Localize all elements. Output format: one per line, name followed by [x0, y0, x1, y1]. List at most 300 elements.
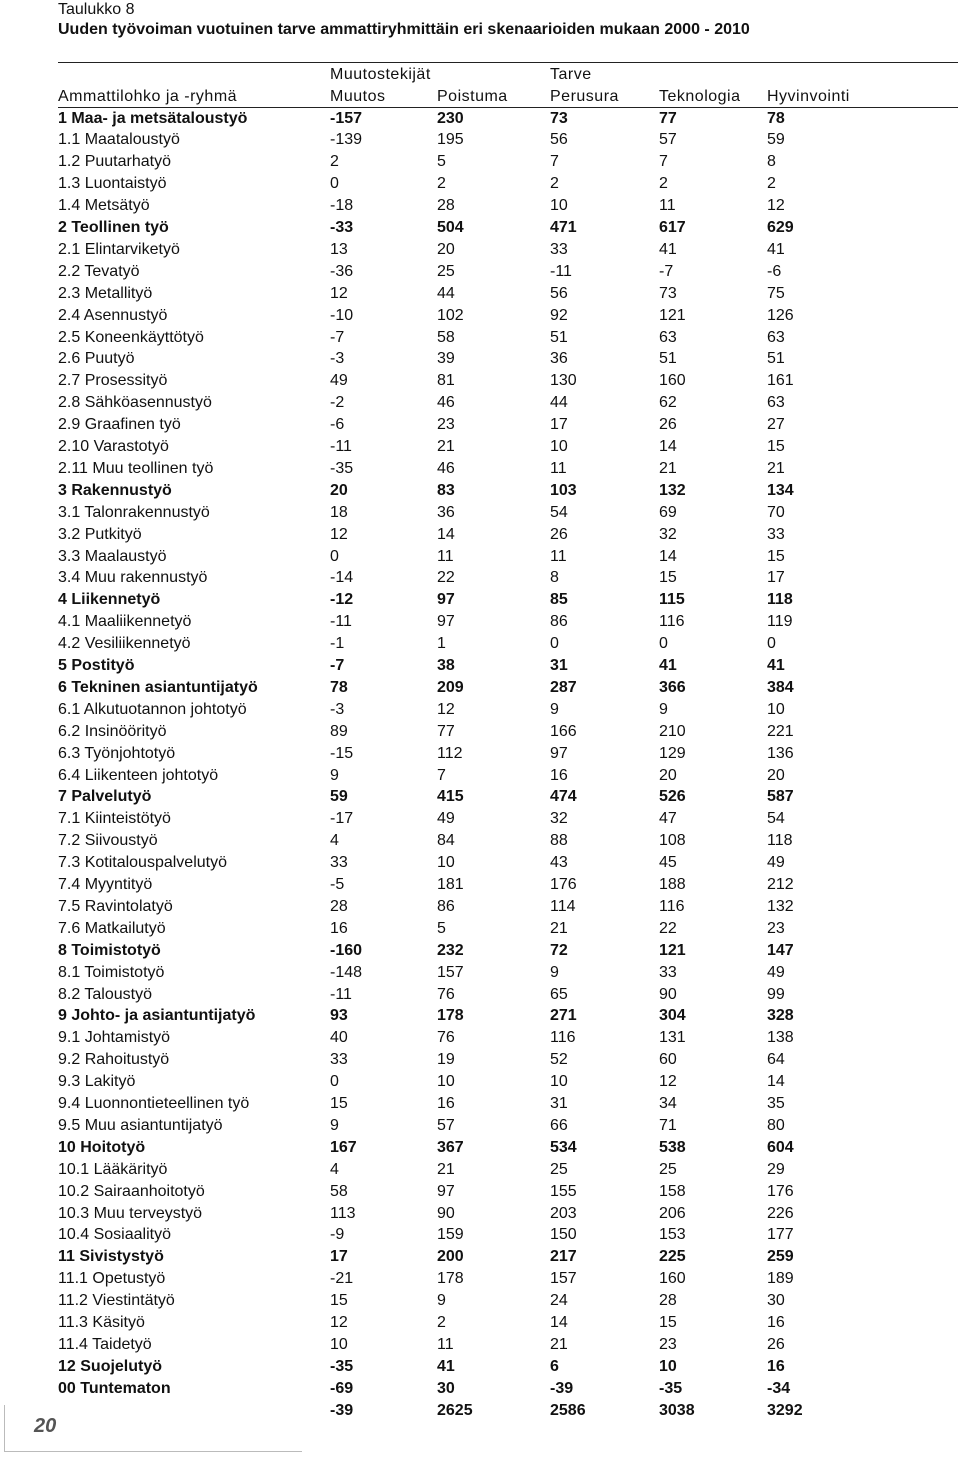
row-value: 271 — [550, 1007, 577, 1025]
row-value: 28 — [437, 197, 455, 215]
row-value: 166 — [550, 722, 577, 740]
row-label: 10.2 Sairaanhoitotyö — [58, 1182, 205, 1200]
table-row — [0, 1115, 960, 1137]
table-row — [0, 151, 960, 173]
row-value: -21 — [330, 1270, 354, 1288]
row-value: 130 — [550, 372, 577, 390]
row-value: 115 — [659, 591, 685, 609]
row-label: 11.2 Viestintätyö — [58, 1292, 175, 1310]
row-value: 15 — [659, 1314, 677, 1331]
row-value: 60 — [659, 1051, 677, 1069]
row-value: 33 — [550, 240, 568, 258]
row-label: 6.2 Insinöörityö — [58, 722, 167, 740]
table-row — [0, 1137, 960, 1159]
row-value: 112 — [437, 744, 463, 762]
row-value: 41 — [437, 1357, 455, 1375]
header-col-perusura: Perusura — [550, 88, 619, 105]
row-value: 119 — [767, 613, 793, 631]
row-value: 11 — [437, 547, 454, 565]
row-value: 12 — [330, 1314, 348, 1331]
row-label: 2.11 Muu teollinen työ — [58, 459, 214, 477]
row-value: 57 — [659, 131, 677, 149]
row-value: 102 — [437, 306, 464, 324]
table-row — [0, 1203, 960, 1225]
row-value: 54 — [550, 503, 568, 521]
row-value: 177 — [767, 1226, 794, 1244]
row-value: 103 — [550, 481, 577, 499]
row-value: 11 — [550, 547, 567, 565]
row-value: 58 — [437, 328, 455, 346]
row-value: 51 — [767, 350, 785, 368]
header-col-hyvinvointi: Hyvinvointi — [767, 88, 850, 105]
row-value: 85 — [550, 591, 568, 609]
row-value: 56 — [550, 284, 568, 302]
row-value: 11 — [550, 459, 567, 477]
row-value: 75 — [767, 284, 785, 302]
row-value: -3 — [330, 350, 345, 368]
row-label: 1.1 Maataloustyö — [58, 131, 180, 149]
row-value: 64 — [767, 1051, 785, 1069]
row-value: 526 — [659, 788, 686, 806]
row-value: 26 — [767, 1335, 785, 1353]
row-value: 19 — [437, 1051, 455, 1069]
table-row — [0, 524, 960, 546]
row-value: 20 — [659, 766, 677, 784]
row-label: 3.2 Putkityö — [58, 525, 142, 543]
header-col-muutos: Muutos — [330, 88, 386, 105]
row-value: 77 — [437, 722, 455, 740]
table-row — [0, 502, 960, 524]
row-value: 23 — [437, 416, 455, 434]
row-value: 16 — [330, 919, 348, 937]
row-value: 20 — [330, 481, 348, 499]
table-row — [0, 392, 960, 414]
row-value: -1 — [330, 635, 345, 653]
table-row — [0, 370, 960, 392]
row-value: 116 — [659, 613, 685, 631]
row-value: 16 — [767, 1314, 785, 1331]
row-value: 203 — [550, 1204, 577, 1222]
row-value: 0 — [767, 635, 776, 653]
row-value: 66 — [550, 1116, 568, 1134]
row-value: 21 — [550, 1335, 568, 1353]
row-value: 7 — [437, 766, 446, 784]
row-value: 189 — [767, 1270, 794, 1288]
row-value: 14 — [550, 1314, 568, 1331]
row-value: 90 — [437, 1204, 455, 1222]
row-value: 206 — [659, 1204, 686, 1222]
row-value: 12 — [659, 1073, 677, 1091]
row-value: 121 — [659, 941, 686, 959]
table-row — [0, 1159, 960, 1181]
row-label: 6.1 Alkutuotannon johtotyö — [58, 700, 247, 718]
row-value: 25 — [550, 1160, 568, 1178]
row-value: -69 — [330, 1379, 354, 1397]
table-row — [0, 984, 960, 1006]
table-row — [0, 1268, 960, 1290]
row-label: 8 Toimistotyö — [58, 941, 161, 959]
row-label: 2.4 Asennustyö — [58, 306, 168, 324]
row-label: 9.5 Muu asiantuntijatyö — [58, 1116, 223, 1134]
row-value: 181 — [437, 876, 464, 893]
header-col-poistuma: Poistuma — [437, 88, 508, 105]
row-label: 1.4 Metsätyö — [58, 197, 150, 215]
row-value: 83 — [437, 481, 455, 499]
row-label: 9.2 Rahoitustyö — [58, 1051, 170, 1069]
row-value: 8 — [550, 569, 559, 587]
table-row — [0, 458, 960, 480]
row-value: 24 — [550, 1292, 568, 1310]
row-value: 49 — [437, 810, 455, 828]
row-label: 9 Johto- ja asiantuntijatyö — [58, 1007, 256, 1025]
row-label: 7.5 Ravintolatyö — [58, 897, 173, 915]
row-value: 51 — [550, 328, 568, 346]
row-label: 11.3 Käsityö — [58, 1314, 145, 1331]
row-label: 7.1 Kiinteistötyö — [58, 810, 171, 828]
row-value: 150 — [550, 1226, 577, 1244]
row-value: 16 — [767, 1357, 785, 1375]
row-value: 76 — [437, 985, 455, 1003]
row-label: 8.1 Toimistotyö — [58, 963, 165, 981]
row-value: 328 — [767, 1007, 794, 1025]
row-value: 232 — [437, 941, 464, 959]
row-value: 59 — [330, 788, 348, 806]
row-value: 10 — [550, 438, 568, 455]
row-value: 116 — [550, 1029, 576, 1047]
row-value: 259 — [767, 1248, 794, 1266]
row-label: 10.3 Muu terveystyö — [58, 1204, 203, 1222]
row-value: 97 — [437, 613, 455, 631]
row-label: 6.3 Työnjohtotyö — [58, 744, 176, 762]
row-value: 9 — [330, 766, 339, 784]
table-row — [0, 765, 960, 787]
row-value: 14 — [437, 525, 455, 543]
row-label: 11 Sivistystyö — [58, 1248, 164, 1266]
row-value: 3292 — [767, 1401, 803, 1419]
row-value: 5 — [437, 919, 446, 937]
row-value: -3 — [330, 700, 345, 718]
row-value: 1 — [437, 635, 446, 653]
row-value: 23 — [767, 919, 785, 937]
table-row — [0, 1027, 960, 1049]
row-label: 2.5 Koneenkäyttötyö — [58, 328, 204, 346]
table-row — [0, 1049, 960, 1071]
row-value: 86 — [550, 613, 568, 631]
table-row — [0, 743, 960, 765]
row-value: 230 — [437, 109, 464, 127]
row-value: 32 — [659, 525, 677, 543]
row-value: 59 — [767, 131, 785, 149]
table-row — [0, 546, 960, 568]
row-value: -11 — [550, 262, 572, 280]
row-value: 56 — [550, 131, 568, 149]
row-value: 10 — [437, 854, 455, 872]
row-value: 86 — [437, 897, 455, 915]
row-value: 136 — [767, 744, 794, 762]
header-col-teknologia: Teknologia — [659, 88, 741, 105]
row-value: 157 — [437, 963, 464, 981]
row-value: 62 — [659, 394, 677, 412]
row-value: 89 — [330, 722, 348, 740]
row-value: 31 — [550, 657, 568, 674]
row-value: 9 — [550, 700, 559, 718]
row-value: 20 — [437, 240, 455, 258]
row-value: 212 — [767, 876, 794, 893]
row-label: 7.4 Myyntityö — [58, 876, 153, 893]
row-value: 33 — [767, 525, 785, 543]
row-value: 108 — [659, 832, 686, 850]
row-value: 474 — [550, 788, 577, 806]
row-label: 8.2 Taloustyö — [58, 985, 152, 1003]
row-value: 116 — [659, 897, 685, 915]
table-row — [0, 348, 960, 370]
row-label: 5 Postityö — [58, 657, 135, 674]
row-value: 47 — [659, 810, 677, 828]
row-value: 41 — [767, 240, 785, 258]
row-value: 14 — [659, 547, 677, 565]
row-value: 15 — [330, 1292, 348, 1310]
row-value: 2 — [437, 175, 446, 193]
row-label: 9.4 Luonnontieteellinen työ — [58, 1095, 250, 1112]
row-value: -10 — [330, 306, 354, 324]
row-value: 4 — [330, 832, 339, 850]
row-value: 126 — [767, 306, 794, 324]
row-value: 10 — [330, 1335, 348, 1353]
row-value: 3038 — [659, 1401, 695, 1419]
table-row — [0, 436, 960, 458]
row-value: 41 — [659, 240, 677, 258]
row-value: 63 — [767, 394, 785, 412]
row-value: 617 — [659, 219, 686, 236]
row-value: 2 — [767, 175, 776, 193]
row-value: 2 — [659, 175, 668, 193]
row-value: 366 — [659, 678, 686, 696]
table-row — [0, 173, 960, 195]
row-value: 30 — [437, 1379, 455, 1397]
row-value: 10 — [767, 700, 785, 718]
table-row — [0, 940, 960, 962]
row-value: 129 — [659, 744, 686, 762]
row-value: 114 — [550, 897, 576, 915]
row-value: 76 — [437, 1029, 455, 1047]
row-value: 18 — [330, 503, 348, 521]
row-value: 12 — [437, 700, 455, 718]
row-value: 14 — [767, 1073, 785, 1091]
row-value: 57 — [437, 1116, 455, 1134]
row-label: 3.1 Talonrakennustyö — [58, 503, 210, 521]
row-value: 71 — [659, 1116, 677, 1134]
row-value: 415 — [437, 788, 464, 806]
row-value: 99 — [767, 985, 785, 1003]
row-label: 11.1 Opetustyö — [58, 1270, 166, 1288]
row-label: 6 Tekninen asiantuntijatyö — [58, 678, 258, 696]
row-value: 54 — [767, 810, 785, 828]
row-value: 167 — [330, 1138, 357, 1156]
row-value: 39 — [437, 350, 455, 368]
row-value: 15 — [767, 547, 785, 565]
row-value: 44 — [550, 394, 568, 412]
row-label: 2.7 Prosessityö — [58, 372, 168, 390]
table-row — [0, 896, 960, 918]
row-value: 41 — [659, 657, 677, 674]
row-label: 3.3 Maalaustyö — [58, 547, 167, 565]
header-col-ammattilohko: Ammattilohko ja -ryhmä — [58, 88, 238, 105]
row-value: 43 — [550, 854, 568, 872]
row-value: 27 — [767, 416, 785, 434]
row-value: 33 — [330, 854, 348, 872]
row-value: 97 — [437, 1182, 455, 1200]
table-row — [0, 129, 960, 151]
row-value: 131 — [659, 1029, 686, 1047]
row-value: 33 — [330, 1051, 348, 1069]
row-value: -11 — [330, 438, 352, 455]
table-row — [0, 852, 960, 874]
row-value: 209 — [437, 678, 464, 696]
row-value: 12 — [767, 197, 785, 215]
row-value: 21 — [767, 459, 785, 477]
table-row — [0, 1071, 960, 1093]
row-label: 3.4 Muu rakennustyö — [58, 569, 208, 587]
row-value: 16 — [550, 766, 568, 784]
row-value: 77 — [659, 109, 677, 127]
row-value: 118 — [767, 832, 793, 850]
row-value: 23 — [659, 1335, 677, 1353]
row-value: 217 — [550, 1248, 577, 1266]
row-label: 11.4 Taidetyö — [58, 1335, 152, 1353]
row-label: 7.6 Matkailutyö — [58, 919, 166, 937]
row-label: 7.2 Siivoustyö — [58, 832, 158, 850]
row-value: 10 — [550, 197, 568, 215]
row-value: 40 — [330, 1029, 348, 1047]
table-row — [0, 1224, 960, 1246]
table-row — [0, 1290, 960, 1312]
row-value: 20 — [767, 766, 785, 784]
row-value: 10 — [659, 1357, 677, 1375]
table-row — [0, 874, 960, 896]
table-row — [0, 918, 960, 940]
row-value: 287 — [550, 678, 577, 696]
page-number: 20 — [34, 1415, 57, 1437]
row-value: -2 — [330, 394, 345, 412]
table-row — [0, 808, 960, 830]
row-value: 121 — [659, 306, 686, 324]
row-value: 2625 — [437, 1401, 473, 1419]
row-value: 15 — [659, 569, 677, 587]
row-value: 2 — [330, 153, 339, 171]
table-row — [0, 655, 960, 677]
row-value: 35 — [767, 1095, 785, 1112]
row-value: 147 — [767, 941, 794, 959]
row-label: 2.9 Graafinen työ — [58, 416, 181, 434]
row-value: 93 — [330, 1007, 348, 1025]
row-value: 45 — [659, 854, 677, 872]
table-row — [0, 414, 960, 436]
row-value: 88 — [550, 832, 568, 850]
row-value: 160 — [659, 1270, 686, 1288]
row-value: -35 — [330, 459, 354, 477]
row-value: 0 — [659, 635, 668, 653]
row-value: 9 — [550, 963, 559, 981]
row-value: 44 — [437, 284, 455, 302]
row-value: -34 — [767, 1379, 791, 1397]
row-label: 2 Teollinen työ — [58, 219, 169, 236]
row-value: 90 — [659, 985, 677, 1003]
row-value: -7 — [330, 328, 345, 346]
row-value: 200 — [437, 1248, 464, 1266]
row-label: 2.1 Elintarviketyö — [58, 240, 180, 258]
row-value: -11 — [330, 985, 352, 1003]
row-value: 52 — [550, 1051, 568, 1069]
row-value: 587 — [767, 788, 794, 806]
row-value: 629 — [767, 219, 794, 236]
row-value: 26 — [659, 416, 677, 434]
table-row — [0, 1246, 960, 1268]
row-value: 80 — [767, 1116, 785, 1134]
row-value: 2 — [550, 175, 559, 193]
row-value: 12 — [330, 525, 348, 543]
row-value: 49 — [330, 372, 348, 390]
row-value: 31 — [550, 1095, 568, 1112]
table-row — [0, 195, 960, 217]
row-value: 118 — [767, 591, 793, 609]
row-value: 10 — [550, 1073, 568, 1091]
row-value: 49 — [767, 963, 785, 981]
table-row — [0, 721, 960, 743]
row-value: 5 — [437, 153, 446, 171]
row-label: 10 Hoitotyö — [58, 1138, 146, 1156]
row-value: 21 — [437, 1160, 455, 1178]
table-row — [0, 677, 960, 699]
row-value: 2 — [437, 1314, 446, 1331]
row-value: 25 — [437, 262, 455, 280]
row-value: 46 — [437, 394, 455, 412]
top-rule — [58, 62, 958, 63]
row-value: 70 — [767, 503, 785, 521]
table-row — [0, 611, 960, 633]
row-value: 30 — [767, 1292, 785, 1310]
row-value: 63 — [659, 328, 677, 346]
row-value: 9 — [437, 1292, 446, 1310]
table-row — [0, 108, 960, 130]
row-value: 73 — [550, 109, 568, 127]
row-value: 0 — [330, 1073, 339, 1091]
row-value: 158 — [659, 1182, 686, 1200]
row-value: 92 — [550, 306, 568, 324]
row-value: 11 — [659, 197, 676, 215]
table-row — [0, 567, 960, 589]
row-value: 34 — [659, 1095, 677, 1112]
table-row — [0, 786, 960, 808]
row-value: 4 — [330, 1160, 339, 1178]
table-row — [0, 962, 960, 984]
row-label: 4 Liikennetyö — [58, 591, 161, 609]
row-value: -7 — [659, 262, 674, 280]
header-group-muutostekijat: Muutostekijät — [330, 66, 431, 83]
row-value: 46 — [437, 459, 455, 477]
table-row — [0, 589, 960, 611]
row-value: 132 — [767, 897, 794, 915]
row-value: 25 — [659, 1160, 677, 1178]
row-value: -6 — [330, 416, 345, 434]
row-value: 15 — [767, 438, 785, 455]
row-value: 17 — [550, 416, 568, 434]
row-value: 97 — [550, 744, 568, 762]
row-value: 178 — [437, 1270, 464, 1288]
table-row — [0, 1005, 960, 1027]
row-value: 13 — [330, 240, 348, 258]
row-value: -157 — [330, 109, 363, 127]
row-value: 161 — [767, 372, 794, 390]
